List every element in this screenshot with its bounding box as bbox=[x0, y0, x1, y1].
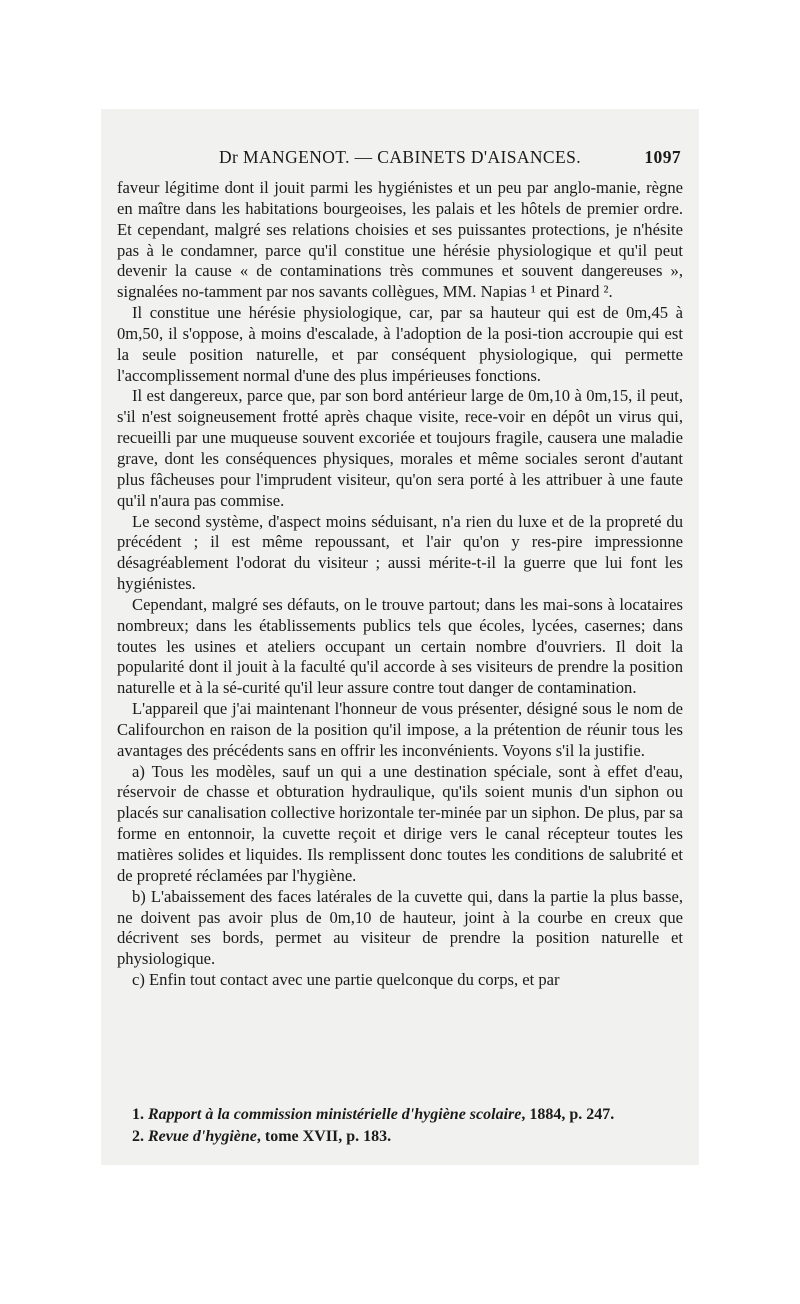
footnote-title: Rapport à la commission ministérielle d'hygiène scolaire bbox=[148, 1106, 522, 1123]
footnote-mark: 2. bbox=[132, 1128, 144, 1145]
running-header bbox=[117, 147, 683, 173]
paragraph: Il constitue une hérésie physiologique, car, par sa hauteur qui est de 0m,45 à 0m,50, il s'oppose, à moins d'escalade, à l'adoption de la posi-tion accroupie qui est la seule position naturelle, et par conséquent physiologique, qui permette l'accomplissement normal d'une des plus impérieuses fonctions. bbox=[117, 303, 683, 385]
paragraph: Le second système, d'aspect moins séduisant, n'a rien du luxe et de la propreté du précédent ; il est même repoussant, et l'air qu'on y res-pire impressionne désagréablement l'odorat du visiteur ; aussi mérite-t-il la guerre que lui font les hygiénistes. bbox=[117, 511, 683, 594]
paragraph: b) L'abaissement des faces latérales de la cuvette qui, dans la partie la plus basse, ne doivent pas avoir plus de 0m,10 de hauteur, joint à la courbe en creux que décrivent ses bords, permet au visiteur de prendre la position naturelle et physiologique. bbox=[117, 886, 683, 969]
paragraph: faveur légitime dont il jouit parmi les hygiénistes et un peu par anglo-manie, règne en maître dans les habitations bourgeoises, les palais et les hôtels de premier ordre. Et cependant, malgré ses relations choisies et ses puissantes protections, je n'hésite pas à le condamner, parce qu'il constitue une hérésie physiologique et qu'il peut devenir la cause « de contaminations très communes et souvent dangereuses », signalées no-tamment par nos savants collègues, MM. Napias ¹ et Pinard ². bbox=[117, 178, 683, 302]
page-number: 1097 bbox=[644, 147, 681, 167]
body-text bbox=[117, 178, 683, 991]
footnotes bbox=[117, 1104, 683, 1148]
footnote bbox=[117, 1126, 683, 1148]
paragraph: Il est dangereux, parce que, par son bord antérieur large de 0m,10 à 0m,15, il peut, s'il n'est soigneusement frotté après chaque visite, rece-voir en dépôt un virus qui, recueilli par une muqueuse souvent excoriée et toujours fragile, causera une maladie grave, dont les conséquences physiques, morales et même sociales seront d'autant plus fâcheuses pour l'imprudent visiteur, qu'on sera porté à les attribuer à une faute qu'il n'aura pas commise. bbox=[117, 386, 683, 510]
footnote bbox=[117, 1104, 683, 1126]
running-title: Dr MANGENOT. — CABINETS D'AISANCES. bbox=[219, 147, 581, 167]
paragraph: L'appareil que j'ai maintenant l'honneur de vous présenter, désigné sous le nom de Califourchon en raison de la position qu'il impose, a la prétention de réunir tous les avantages des précédents sans en offrir les inconvénients. Voyons s'il la justifie. bbox=[117, 699, 683, 760]
paragraph: Cependant, malgré ses défauts, on le trouve partout; dans les mai-sons à locataires nombreux; dans les établissements publics tels que écoles, lycées, casernes; dans toutes les usines et ateliers occupant un certain nombre d'ouvriers. Il doit la popularité dont il jouit à la faculté qu'il accorde à ses visiteurs de prendre la position naturelle et à la sé-curité qu'il leur assure contre tout danger de contamination. bbox=[117, 594, 683, 698]
footnote-reference: , 1884, p. 247. bbox=[521, 1106, 615, 1123]
footnote-reference: , tome XVII, p. 183. bbox=[256, 1128, 392, 1145]
footnote-mark: 1. bbox=[132, 1106, 144, 1123]
paragraph: c) Enfin tout contact avec une partie quelconque du corps, et par bbox=[132, 970, 560, 990]
footnote-title: Revue d'hygiène bbox=[148, 1128, 257, 1145]
paragraph: a) Tous les modèles, sauf un qui a une destination spéciale, sont à effet d'eau, réservoir de chasse et obturation hydraulique, qu'ils soient munis d'un siphon ou placés sur canalisation collective horizontale ter-minée par un siphon. De plus, par sa forme en entonnoir, la cuvette reçoit et dirige vers le canal récepteur toutes les matières solides et liquides. Ils remplissent donc toutes les conditions de salubrité et de propreté réclamées par l'hygiène. bbox=[117, 761, 683, 885]
